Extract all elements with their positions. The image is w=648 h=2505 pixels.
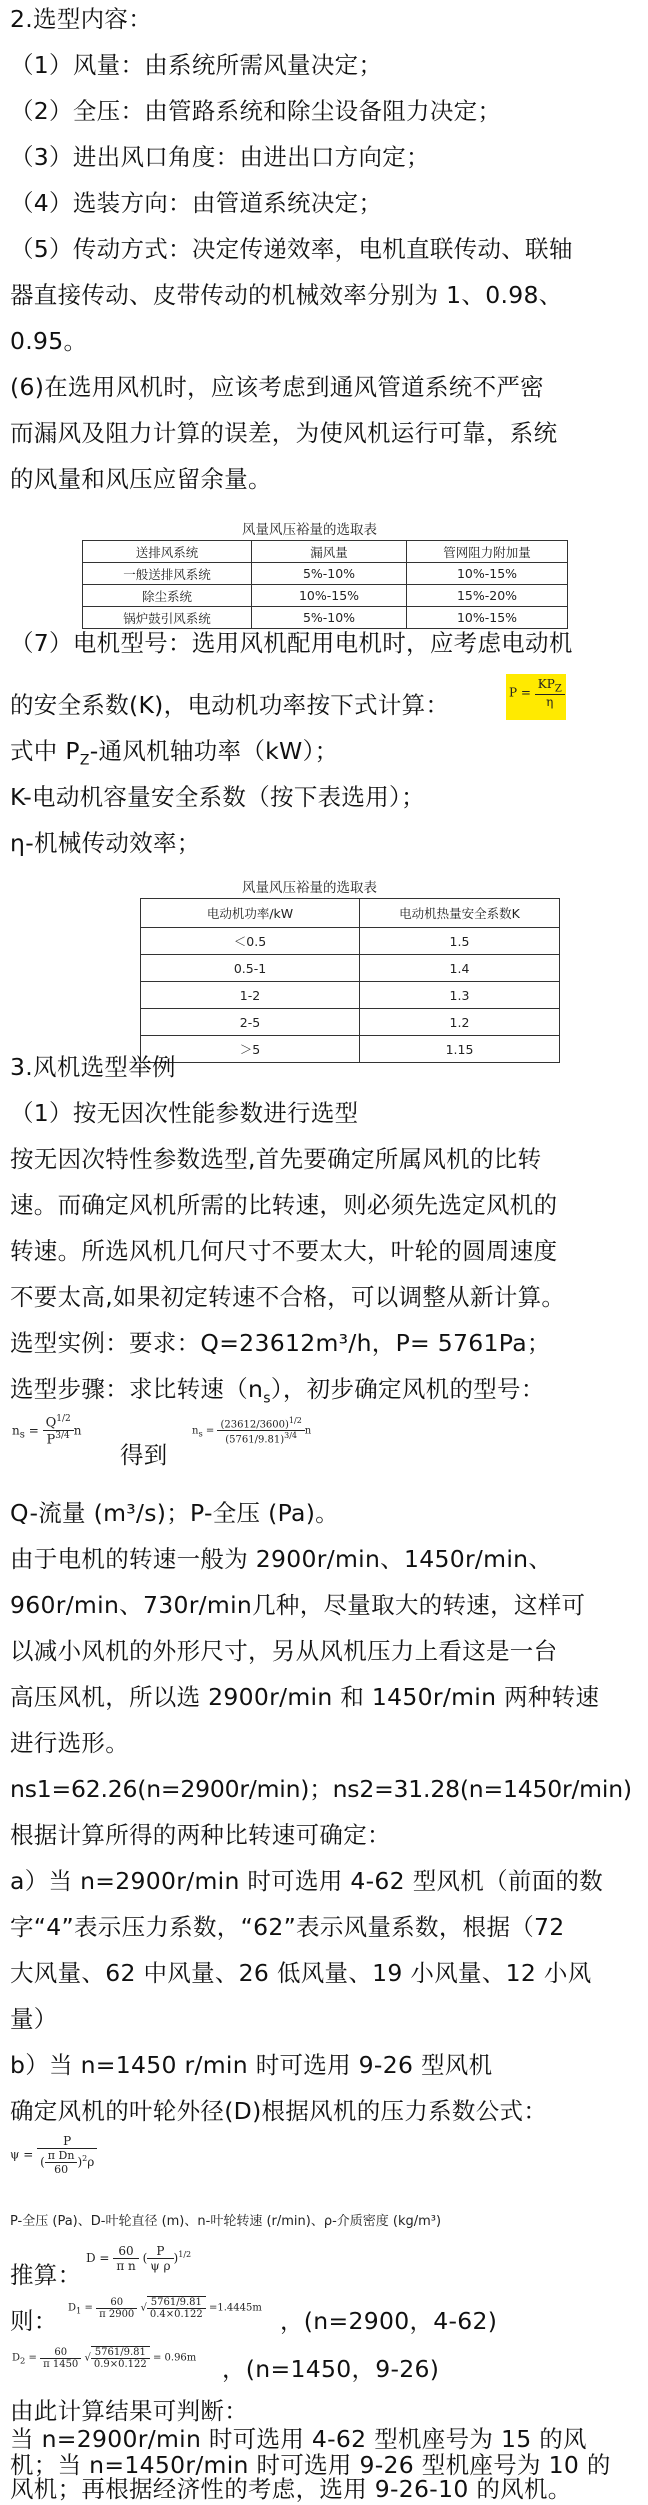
table-cell: 锅炉鼓引风系统 (83, 607, 252, 629)
table1-header-cell: 送排风系统 (83, 541, 252, 563)
table-cell: 1.4 (360, 955, 560, 982)
para2-line-2: 960r/min、730r/min几种，尽量取大的转速，这样可 (10, 1591, 586, 1619)
d-formula: D = $\frac{60}{\text{π n}}$ ( $\frac{P}{\text{ψ ρ}}$ )$^{1/2}$ (86, 2244, 192, 2273)
table-cell: 2-5 (141, 1009, 360, 1036)
formula-numerator: KP (537, 677, 555, 691)
conclusion-line-2: 机；当 n=1450r/min 时可选用 9-26 型机座号为 10 的 (10, 2451, 611, 2479)
table-cell: 除尘系统 (83, 585, 252, 607)
table-row (83, 563, 568, 585)
para2-line-5: 进行选形。 (10, 1729, 129, 1757)
para1-line-2: 速。而确定风机所需的比转速，则必须先选定风机的 (10, 1191, 558, 1219)
table-cell: 一般送排风系统 (83, 563, 252, 585)
ns-result-line: ns1=62.26(n=2900r/min)；ns2=31.28(n=1450r/min) (10, 1775, 632, 1803)
table-cell: 5%-10% (252, 607, 407, 629)
table-row (83, 607, 568, 629)
s2-item-3: （3）进出风口角度：由进出口方向定； (10, 143, 430, 171)
conclusion-line-1: 当 n=2900r/min 时可选用 4-62 型机座号为 15 的风 (10, 2425, 587, 2453)
example-line: 选型实例：要求：Q=23612m³/h，P= 5761Pa； (10, 1329, 551, 1357)
get-label: 得到 (120, 1441, 168, 1469)
table-row (141, 982, 560, 1009)
impeller-line: 确定风机的叶轮外径(D)根据风机的压力系数公式： (10, 2097, 548, 2125)
item7-line-1: （7）电机型号：选用风机配用电机时，应考虑电动机 (10, 629, 573, 657)
a-line-1: a）当 n=2900r/min 时可选用 4-62 型风机（前面的数 (10, 1867, 604, 1895)
table-cell: 0.5-1 (141, 955, 360, 982)
d2-note: ，(n=1450，9-26) (222, 2355, 440, 2383)
table-cell: 1.15 (360, 1036, 560, 1063)
section-2-title: 2.选型内容： (10, 5, 153, 33)
para2-line-1: 由于电机的转速一般为 2900r/min、1450r/min、 (10, 1545, 553, 1573)
table2 (140, 898, 560, 1063)
conclusion-head: 由此计算结果可判断： (10, 2397, 248, 2425)
table-cell: 10%-15% (407, 607, 568, 629)
table-cell: 1.3 (360, 982, 560, 1009)
ze-label: 则： (10, 2307, 58, 2335)
table2-header-cell: 电动机热量安全系数K (360, 899, 560, 928)
d1-note: ，(n=2900，4-62) (280, 2307, 498, 2335)
b-line: b）当 n=1450 r/min 时可选用 9-26 型风机 (10, 2051, 493, 2079)
psi-formula: ψ = P ( $\frac{\text{π Dn}}{60}$ )$^2$ρ (10, 2134, 97, 2176)
conclusion-line-3: 风机；再根据经济性的考虑，选用 9-26-10 的风机。 (10, 2475, 572, 2503)
s2-item-6-line-1: (6)在选用风机时，应该考虑到通风管道系统不严密 (10, 373, 544, 401)
a-line-4: 量） (10, 2005, 58, 2033)
ns-numeric-formula: $n_s$ = $\frac{(23612/3600)^{1/2}}{(5761/9.81)^{3/4}}$ n (192, 1416, 312, 1446)
table-cell: 10%-15% (252, 585, 407, 607)
table-row (141, 1009, 560, 1036)
table1-header-row (83, 541, 568, 563)
para1-line-3: 转速。所选风机几何尺寸不要太大，叶轮的圆周速度 (10, 1237, 558, 1265)
para1-line-4: 不要太高,如果初定转速不合格，可以调整从新计算。 (10, 1283, 566, 1311)
formula-lhs: P = (509, 685, 531, 700)
s2-item-2: （2）全压：由管路系统和除尘设备阻力决定； (10, 97, 502, 125)
table-cell: 1.2 (360, 1009, 560, 1036)
table-row (141, 928, 560, 955)
para2-line-3: 以减小风机的外形尺寸，另从风机压力上看这是一台 (10, 1637, 558, 1665)
table-cell: 10%-15% (407, 563, 568, 585)
section-3-sub-1: （1）按无因次性能参数进行选型 (10, 1099, 359, 1127)
ns-formula: $n_s$ = $\frac{Q^{1/2}}{P^{3/4}}$ n (12, 1414, 82, 1448)
para2-line-4: 高压风机，所以选 2900r/min 和 1450r/min 两种转速 (10, 1683, 600, 1711)
table-cell: 5%-10% (252, 563, 407, 585)
qp-line: Q-流量 (m³/s)；P-全压 (Pa)。 (10, 1499, 339, 1527)
a-line-3: 大风量、62 中风量、26 低风量、19 小风量、12 小风 (10, 1959, 592, 1987)
tuisuan-label: 推算： (10, 2261, 82, 2289)
item7-line-5: η-机械传动效率； (10, 829, 201, 857)
a-line-2: 字“4”表示压力系数，“62”表示风量系数，根据（72 (10, 1913, 565, 1941)
para1-line-1: 按无因次特性参数选型,首先要确定所属风机的比转 (10, 1145, 542, 1173)
formula-denominator: η (546, 695, 554, 710)
table1-header-cell: 漏风量 (252, 541, 407, 563)
steps-line: 选型步骤：求比转速$(n_s)$，初步确定风机的型号： (10, 1375, 545, 1407)
section-3-title: 3.风机选型举例 (10, 1053, 176, 1081)
s2-item-5-line-3: 0.95。 (10, 327, 88, 355)
table-cell: 1.5 (360, 928, 560, 955)
table2-header-row (141, 899, 560, 928)
table-row (141, 955, 560, 982)
table1 (82, 540, 568, 629)
table-cell: 15%-20% (407, 585, 568, 607)
para3-line: 根据计算所得的两种比转速可确定： (10, 1821, 391, 1849)
item7-line-4: K-电动机容量安全系数（按下表选用）； (10, 783, 425, 811)
table2-caption: 风量风压裕量的选取表 (242, 880, 377, 896)
table-cell: 1-2 (141, 982, 360, 1009)
table-cell: ＜0.5 (141, 928, 360, 955)
table-cell: ＞5 (141, 1036, 360, 1063)
table1-caption: 风量风压裕量的选取表 (242, 522, 377, 538)
s2-item-6-line-2: 而漏风及阻力计算的误差，为使风机运行可靠，系统 (10, 419, 558, 447)
s2-item-5-line-2: 器直接传动、皮带传动的机械效率分别为 1、0.98、 (10, 281, 563, 309)
s2-item-1: （1）风量：由系统所需风量决定； (10, 51, 383, 79)
table-row (141, 1036, 560, 1063)
item7-line-2: 的安全系数(K)，电动机功率按下式计算： (10, 691, 450, 719)
d2-formula: $D_2$ = $\frac{60}{\pi 1450}$ √ $\frac{5761/9.81}{0.9\times 0.122}$ = 0.96m (12, 2346, 197, 2370)
table2-header-cell: 电动机功率/kW (141, 899, 360, 928)
formula-numerator-sub: Z (554, 683, 562, 695)
table-row (83, 585, 568, 607)
d1-formula: $D_1$ = $\frac{60}{\pi 2900}$ √ $\frac{5761/9.81}{0.4\times 0.122}$ =1.4445m (68, 2296, 262, 2320)
item7-line-3: 式中 $P_Z-$通风机轴功率（kW）； (10, 737, 339, 769)
s2-item-6-line-3: 的风量和风压应留余量。 (10, 465, 272, 493)
s2-item-4: （4）选装方向：由管道系统决定； (10, 189, 383, 217)
variable-legend: P-全压 (Pa)、D-叶轮直径 (m)、n-叶轮转速 (r/min)、ρ-介质密度 (kg/m³) (10, 2214, 442, 2229)
table1-header-cell: 管网阻力附加量 (407, 541, 568, 563)
motor-power-formula (509, 677, 565, 709)
s2-item-5-line-1: （5）传动方式：决定传递效率，电机直联传动、联轴 (10, 235, 573, 263)
